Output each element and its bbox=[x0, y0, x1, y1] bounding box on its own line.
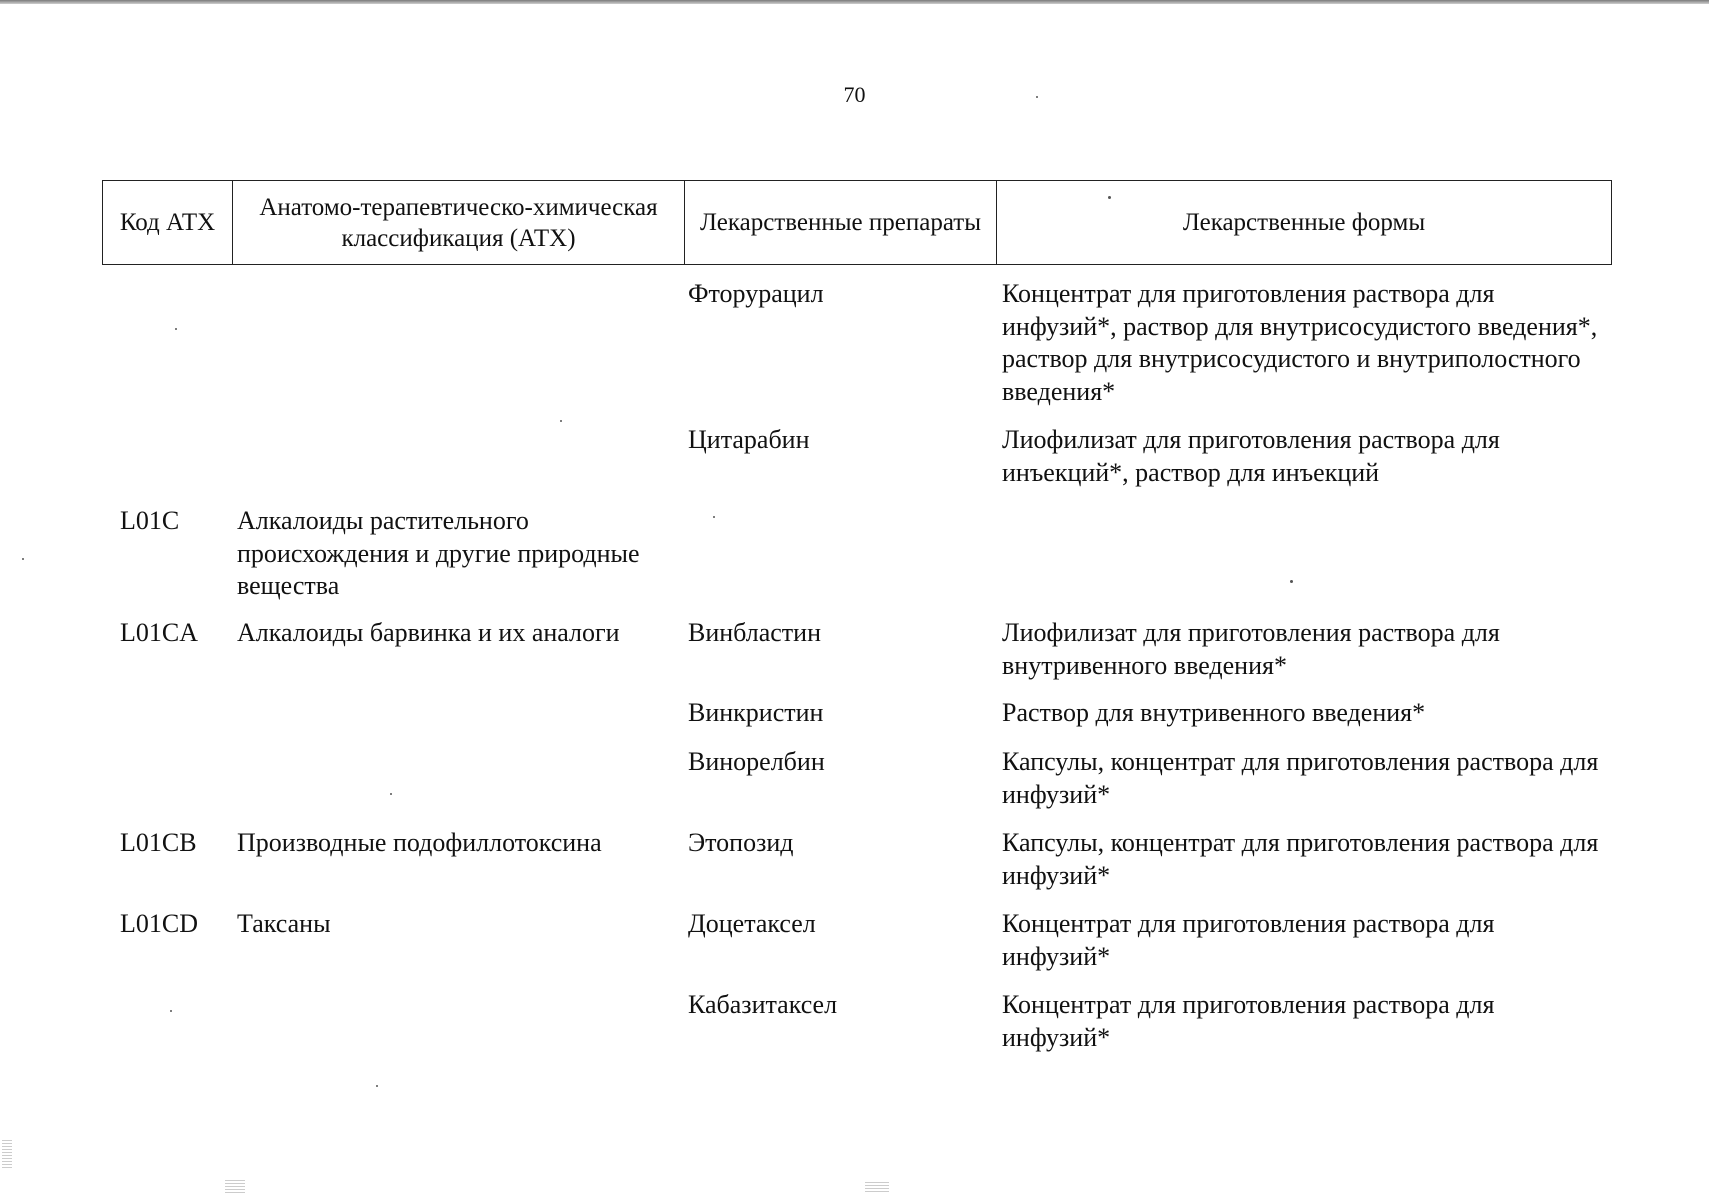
atc-classification: Алкалоиды барвинка и их аналоги bbox=[237, 618, 620, 647]
scan-noise bbox=[225, 1180, 245, 1194]
atc-classification: Производные подофиллотоксина bbox=[237, 828, 602, 857]
drug-name: Винорелбин bbox=[688, 747, 825, 776]
dosage-forms: Концентрат для приготовления раствора для инфузий* bbox=[1002, 990, 1495, 1052]
header-forms: Лекарственные формы bbox=[997, 181, 1612, 265]
drug-name: Этопозид bbox=[688, 828, 794, 857]
atc-code: L01CD bbox=[120, 909, 198, 938]
dosage-forms: Концентрат для приготовления раствора для инфузий*, раствор для внутрисосудистого введения*, раствор для внутрисосудистого и внутриполостного введения* bbox=[1002, 279, 1598, 406]
dosage-forms: Концентрат для приготовления раствора для инфузий* bbox=[1002, 909, 1495, 971]
scan-noise bbox=[865, 1182, 889, 1192]
atc-code: L01C bbox=[120, 506, 180, 535]
dosage-forms: Раствор для внутривенного введения* bbox=[1002, 698, 1426, 727]
scan-speck bbox=[170, 1010, 172, 1012]
header-row bbox=[103, 181, 1612, 265]
header-code: Код АТХ bbox=[103, 181, 233, 265]
drug-name: Кабазитаксел bbox=[688, 990, 838, 1019]
atc-classification: Алкалоиды растительного происхождения и другие природные вещества bbox=[237, 506, 640, 600]
table-header bbox=[102, 180, 1612, 265]
scan-speck bbox=[713, 516, 715, 518]
scan-speck bbox=[1036, 96, 1038, 98]
page-number: 70 bbox=[843, 82, 866, 107]
drug-name: Доцетаксел bbox=[688, 909, 816, 938]
drug-name: Винкристин bbox=[688, 698, 824, 727]
dosage-forms: Лиофилизат для приготовления раствора для инъекций*, раствор для инъекций bbox=[1002, 425, 1500, 487]
scan-speck bbox=[560, 420, 562, 422]
scan-speck bbox=[175, 328, 177, 330]
drug-name: Фторурацил bbox=[688, 279, 824, 308]
drug-name: Винбластин bbox=[688, 618, 821, 647]
header-drugs: Лекарственные препараты bbox=[685, 181, 997, 265]
dosage-forms: Капсулы, концентрат для приготовления раствора для инфузий* bbox=[1002, 828, 1599, 890]
scan-speck bbox=[1108, 196, 1111, 199]
scan-speck bbox=[1290, 580, 1293, 583]
dosage-forms: Лиофилизат для приготовления раствора для внутривенного введения* bbox=[1002, 618, 1500, 680]
scan-speck bbox=[390, 793, 392, 795]
drug-name: Цитарабин bbox=[688, 425, 810, 454]
atc-code: L01CA bbox=[120, 618, 198, 647]
scan-speck bbox=[376, 1085, 378, 1087]
scan-noise bbox=[2, 1140, 12, 1170]
atc-classification: Таксаны bbox=[237, 909, 331, 938]
atc-code: L01CB bbox=[120, 828, 197, 857]
scan-speck bbox=[22, 558, 24, 560]
dosage-forms: Капсулы, концентрат для приготовления раствора для инфузий* bbox=[1002, 747, 1599, 809]
scan-edge bbox=[0, 0, 1709, 4]
header-classification: Анатомо-терапевтическо-химическая классификация (АТХ) bbox=[233, 181, 685, 265]
